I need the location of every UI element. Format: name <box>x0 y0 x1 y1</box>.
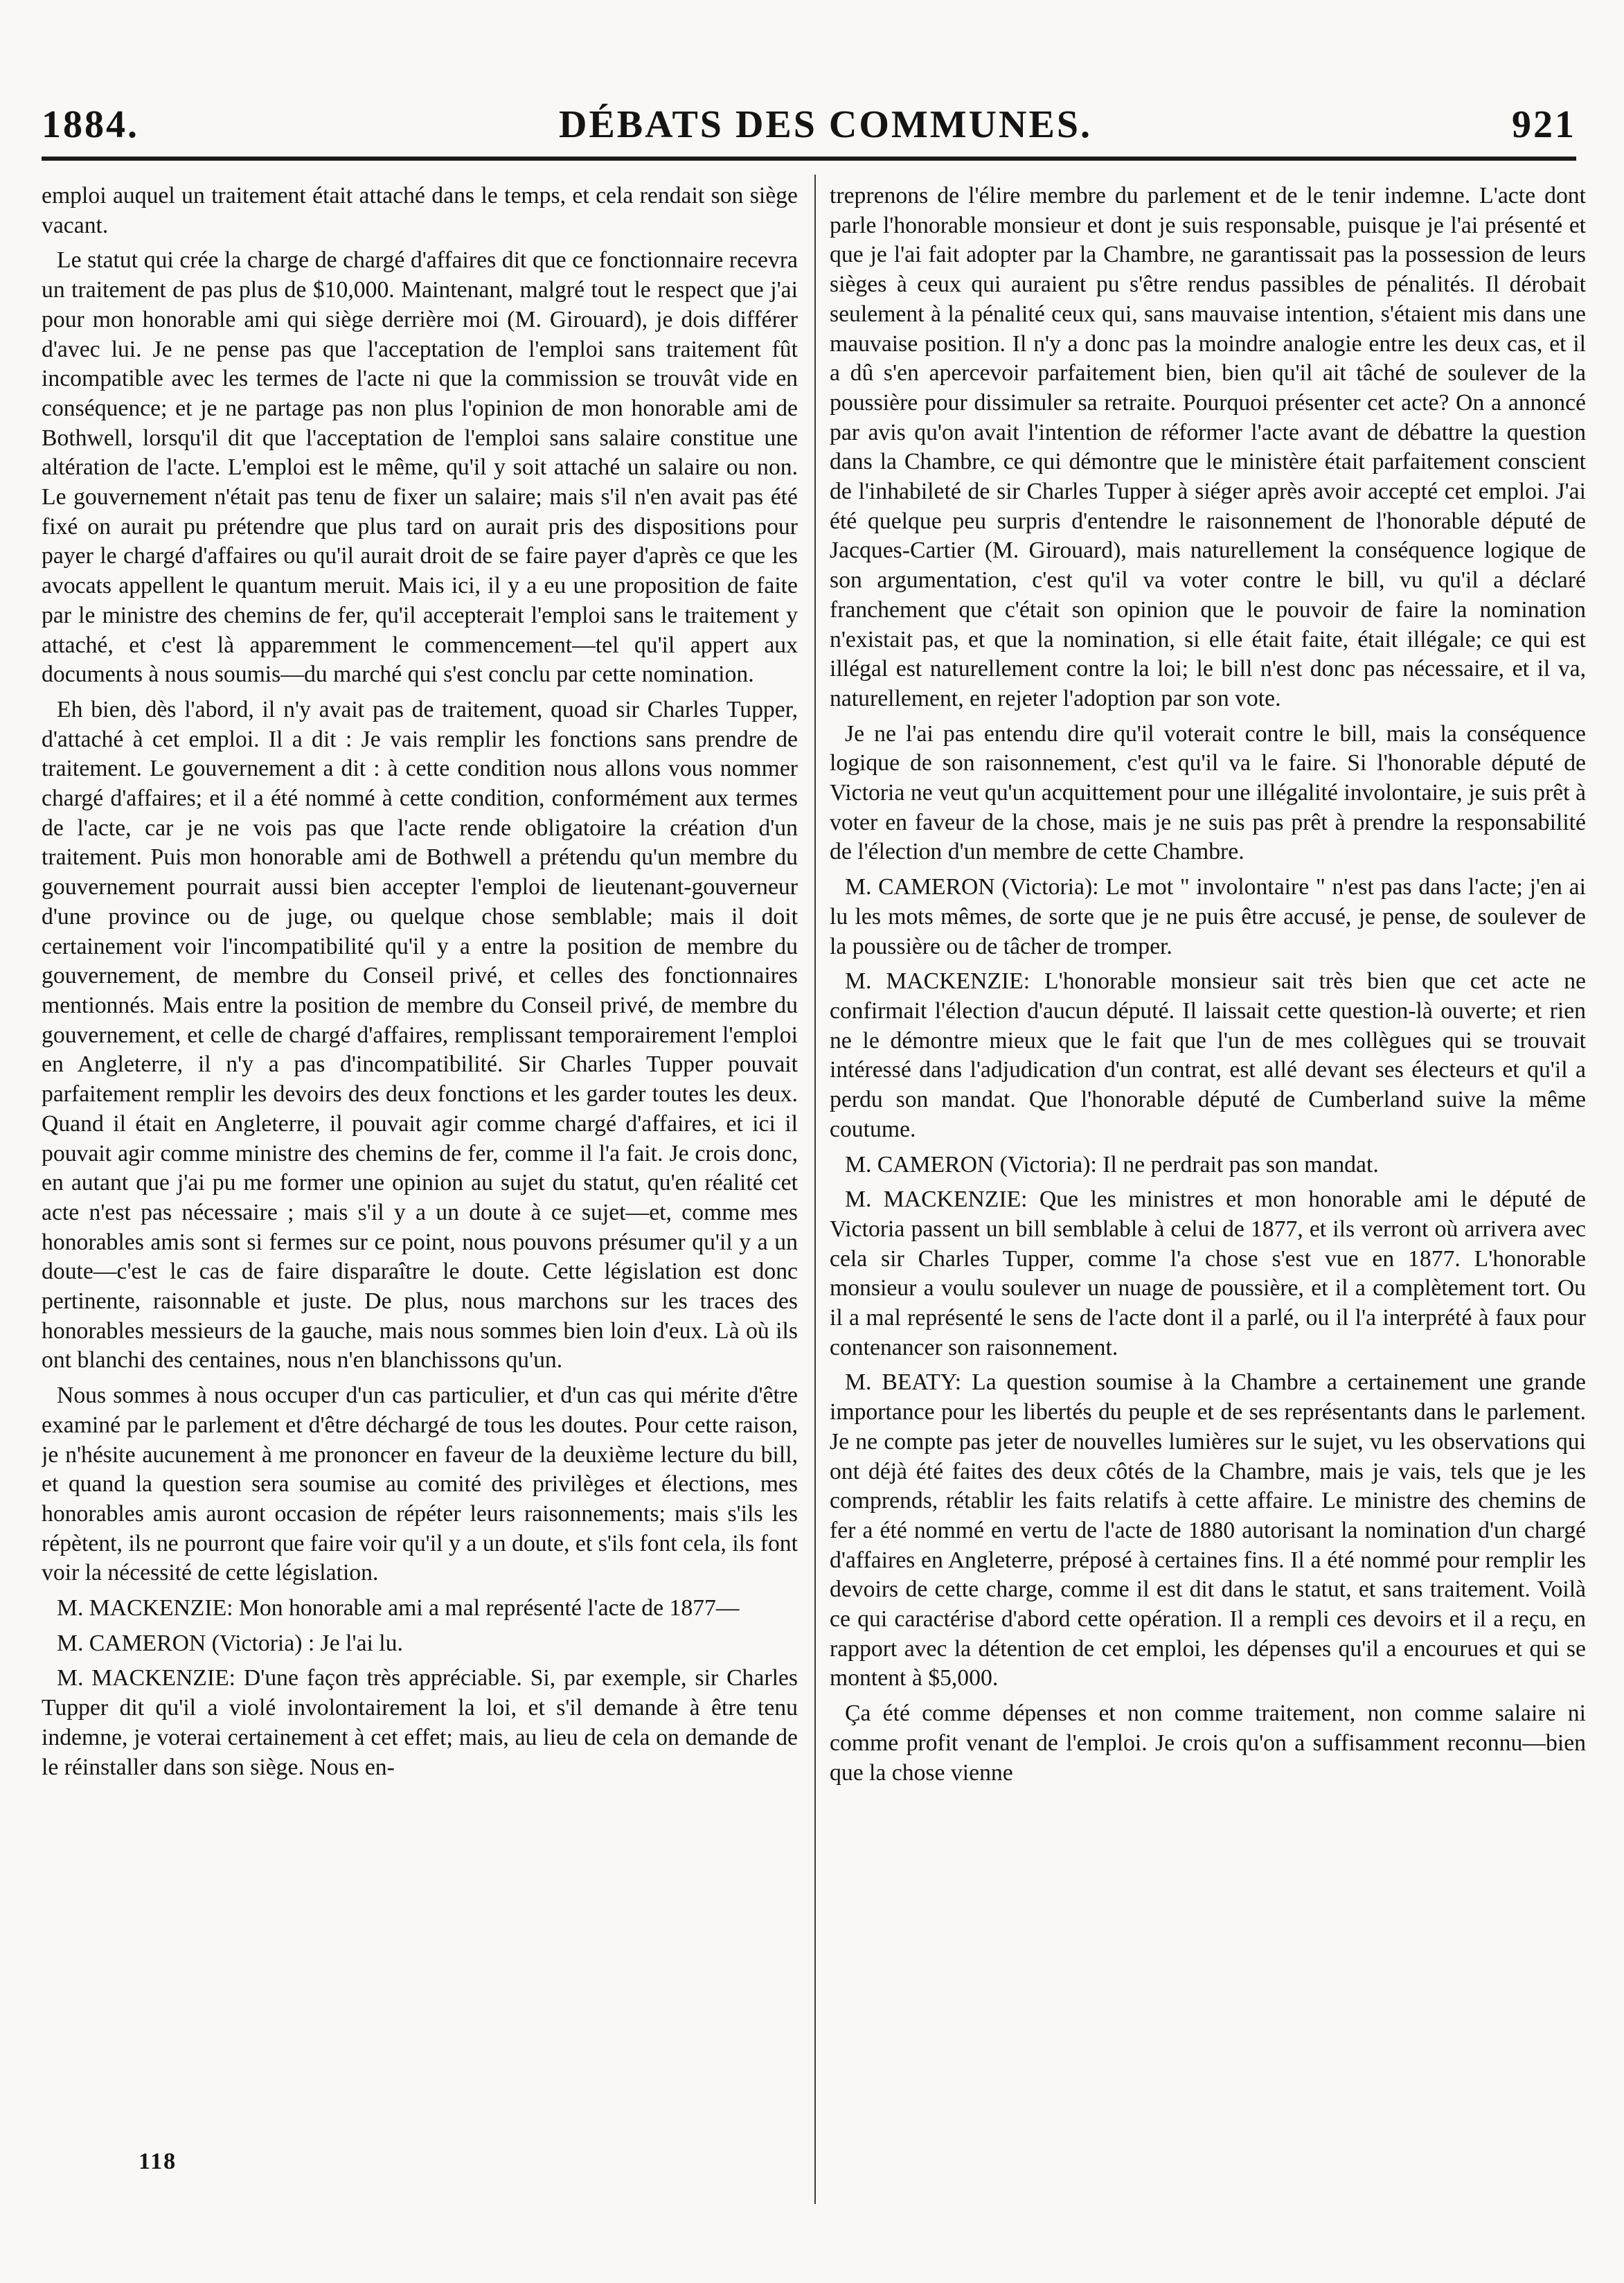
paragraph: Je ne l'ai pas entendu dire qu'il voterait contre le bill, mais la conséquence logique de son raisonnement, c'est qu'il va le faire. Si l'honorable député de Victoria ne veut qu'un acquittement pour une illégalité involontaire, je suis prêt à voter en faveur de la chose, mais je ne suis pas prêt à prendre la responsabilité de l'élection d'un membre de cette Chambre. <box>830 720 1586 865</box>
column-divider <box>814 175 816 2204</box>
right-column <box>830 181 1586 2204</box>
paragraph: Nous sommes à nous occuper d'un cas particulier, et d'un cas qui mérite d'être examiné par le parlement et d'être déchargé de tous les doutes. Pour cette raison, je n'hésite aucunement à me prononcer en faveur de la deuxième lecture du bill, et quand la question sera soumise au comité des privilèges et élections, mes honorables amis auront occasion de répéter leurs raisonnements; mais s'ils les répètent, ils ne pourront que faire voir qu'il y a un doute, et s'ils font cela, ils font voir la nécessité de cette législation. <box>42 1383 798 1586</box>
paragraph: emploi auquel un traitement était attaché dans le temps, et cela rendait son siège vacant. <box>42 183 798 238</box>
header-page-number: 921 <box>1511 103 1576 146</box>
paragraph: M. BEATY: La question soumise à la Chambre a certainement une grande importance pour les libertés du peuple et de ses représentants dans le parlement. Je ne compte pas jeter de nouvelles lumières sur le sujet, vu les observations qui ont déjà été faites des deux côtés de la Chambre, mais je vais, tels que je les comprends, rétablir les faits relatifs à cette affaire. Le ministre des chemins de fer a été nommé en vertu de l'acte de 1880 autorisant la nomination d'un chargé d'affaires en Angleterre, préposé à certaines fins. Il a été nommé pour remplir les devoirs de cette charge, comme il est dit dans le statut, et sans traitement. Voilà ce qui caractérise d'abord cette opération. Il a rempli ces devoirs et il a reçu, en rapport avec la détention de cet emploi, les dépenses qu'il a encourues et qui se montent à $5,000. <box>830 1369 1586 1691</box>
paragraph: M. CAMERON (Victoria): Le mot " involontaire " n'est pas dans l'acte; j'en ai lu les mots mêmes, de sorte que je ne puis être accusé, je pense, de soulever de la poussière ou de tâcher de tromper. <box>830 874 1586 959</box>
paragraph: M. MACKENZIE: L'honorable monsieur sait très bien que cet acte ne confirmait l'élection d'aucun député. Il laissait cette question-là ouverte; et rien ne le démontre mieux que le fait que l'un de mes collègues qui se trouvait intéressé dans l'adjudication d'un contrat, est allé devant ses électeurs et qu'il a perdu son mandat. Que l'honorable député de Cumberland suive la même coutume. <box>830 968 1586 1142</box>
header-year: 1884. <box>42 103 139 146</box>
paragraph: Le statut qui crée la charge de chargé d'affaires dit que ce fonctionnaire recevra un traitement de pas plus de $10,000. Maintenant, malgré tout le respect que j'ai pour mon honorable ami qui siège derrière moi (M. Girouard), je dois différer d'avec lui. Je ne pense pas que l'acceptation de l'emploi sans traitement fût incompatible avec les termes de l'acte ni que la commission se trouvât vide en conséquence; et je ne partage pas non plus l'opinion de mon honorable ami de Bothwell, lorsqu'il dit que l'acceptation de l'emploi sans salaire constitue une altération de l'acte. L'emploi est le même, qu'il y soit attaché un salaire ou non. Le gouvernement n'était pas tenu de fixer un salaire; mais s'il n'en avait pas été fixé on aurait pu prétendre que plus tard on aurait pris des dispositions pour payer le chargé d'affaires ou qu'il aurait droit de se faire payer d'après ce que les avocats appellent le quantum meruit. Mais ici, il y a eu une proposition de faite par le ministre des chemins de fer, qu'il accepterait l'emploi sans le traitement y attaché, et c'est là apparemment le commencement—tel qu'il appert aux documents à nous soumis—du marché qui s'est conclu par cette nomination. <box>42 247 798 688</box>
running-header <box>42 94 1576 147</box>
left-column <box>42 181 798 2204</box>
paragraph: Ça été comme dépenses et non comme traitement, non comme salaire ni comme profit venant de l'emploi. Je crois qu'on a suffisamment reconnu—bien que la chose vienne <box>830 1700 1586 1786</box>
paragraph: M. MACKENZIE: Que les ministres et mon honorable ami le député de Victoria passent un bill semblable à celui de 1877, et ils verront où arrivera avec cela sir Charles Tupper, comme l'a chose s'est vue en 1877. L'honorable monsieur a voulu soulever un nuage de poussière, et il a complètement tort. Ou il a mal représenté le sens de l'acte dont il a parlé, ou il l'a interprété à faux pour contenancer son raisonnement. <box>830 1187 1586 1360</box>
paragraph: M. CAMERON (Victoria): Il ne perdrait pas son mandat. <box>845 1151 1379 1178</box>
paragraph: treprenons de l'élire membre du parlement et de le tenir indemne. L'acte dont parle l'honorable monsieur et dont je suis responsable, puisque je l'ai présenté et que je l'ai fait adopter par la Chambre, ne garantissait pas la possession de leurs sièges à ceux qui auraient pu s'être rendus passibles de pénalités. Il dérobait seulement à la pénalité ceux qui, sans mauvaise intention, s'étaient mis dans une mauvaise position. Il n'y a donc pas la moindre analogie entre les deux cas, et il a dû s'en apercevoir parfaitement bien, bien qu'il ait tâché de soulever de la poussière pour dissimuler sa retraite. Pourquoi présenter cet acte? On a annoncé par avis qu'on avait l'intention de réformer l'acte avant de débattre la question dans la Chambre, ce qui démontre que le ministère était parfaitement conscient de l'inhabileté de sir Charles Tupper à siéger après avoir accepté cet emploi. J'ai été quelque peu surpris d'entendre le raisonnement de l'honorable député de Jacques-Cartier (M. Girouard), mais naturellement la conséquence logique de son argumentation, c'est qu'il va voter contre le bill, vu qu'il a déclaré franchement que c'était son opinion que le pouvoir de faire la nomination n'existait pas, et que la nomination, si elle était faite, était illégale; ce qui est illégal est naturellement contre la loi; le bill n'est donc pas nécessaire, et il va, naturellement, en rejeter l'adoption par son vote. <box>830 183 1586 711</box>
paragraph: M. CAMERON (Victoria) : Je l'ai lu. <box>57 1630 403 1656</box>
paragraph: M. MACKENZIE: D'une façon très appréciable. Si, par exemple, sir Charles Tupper dit qu'il a violé involontairement la loi, et s'il demande à être tenu indemne, je voterai certainement à cet effet; mais, au lieu de cela on demande de le réinstaller dans son siège. Nous en- <box>42 1665 798 1780</box>
signature-mark: 118 <box>139 2149 177 2174</box>
paragraph: Eh bien, dès l'abord, il n'y avait pas de traitement, quoad sir Charles Tupper, d'attaché à cet emploi. Il a dit : Je vais remplir les fonctions sans prendre de traitement. Le gouvernement a dit : à cette condition nous allons vous nommer chargé d'affaires; et il a été nommé à cette condition, conformément aux termes de l'acte, car je ne vois pas que l'acte rende obligatoire la création d'un traitement. Puis mon honorable ami de Bothwell a prétendu qu'un membre du gouvernement pourrait aussi bien accepter l'emploi de lieutenant-gouverneur d'une province ou de juge, ou quelque chose semblable; mais il doit certainement voir l'incompatibilité qu'il y a entre la position de membre du gouvernement, de membre du Conseil privé, et celles des fonctionnaires mentionnés. Mais entre la position de membre du Conseil privé, de membre du gouvernement, et celle de chargé d'affaires, remplissant temporairement l'emploi en Angleterre, il n'y a pas d'incompatibilité. Sir Charles Tupper pouvait parfaitement remplir les devoirs des deux fonctions et les garder toutes les deux. Quand il était en Angleterre, il pouvait agir comme chargé d'affaires, et ici il pouvait agir comme ministre des chemins de fer, comme il l'a fait. Je crois donc, en autant que j'ai pu me former une opinion au sujet du statut, qu'en réalité cet acte n'est pas nécessaire ; mais s'il y a un doute à ce sujet—et, comme mes honorables amis sont si fermes sur ce point, nous pouvons présumer qu'il y a un doute—c'est le cas de faire disparaître le doute. Cette législation est donc pertinente, raisonnable et juste. De plus, nous marchons sur les traces des honorables messieurs de la gauche, mais nous sommes bien loin d'eux. Là où ils ont blanchi des centaines, nous n'en blanchissons qu'un. <box>42 696 798 1374</box>
header-title: DÉBATS DES COMMUNES. <box>559 103 1092 146</box>
paragraph: M. MACKENZIE: Mon honorable ami a mal représenté l'acte de 1877— <box>57 1595 740 1622</box>
header-rule <box>42 157 1576 161</box>
